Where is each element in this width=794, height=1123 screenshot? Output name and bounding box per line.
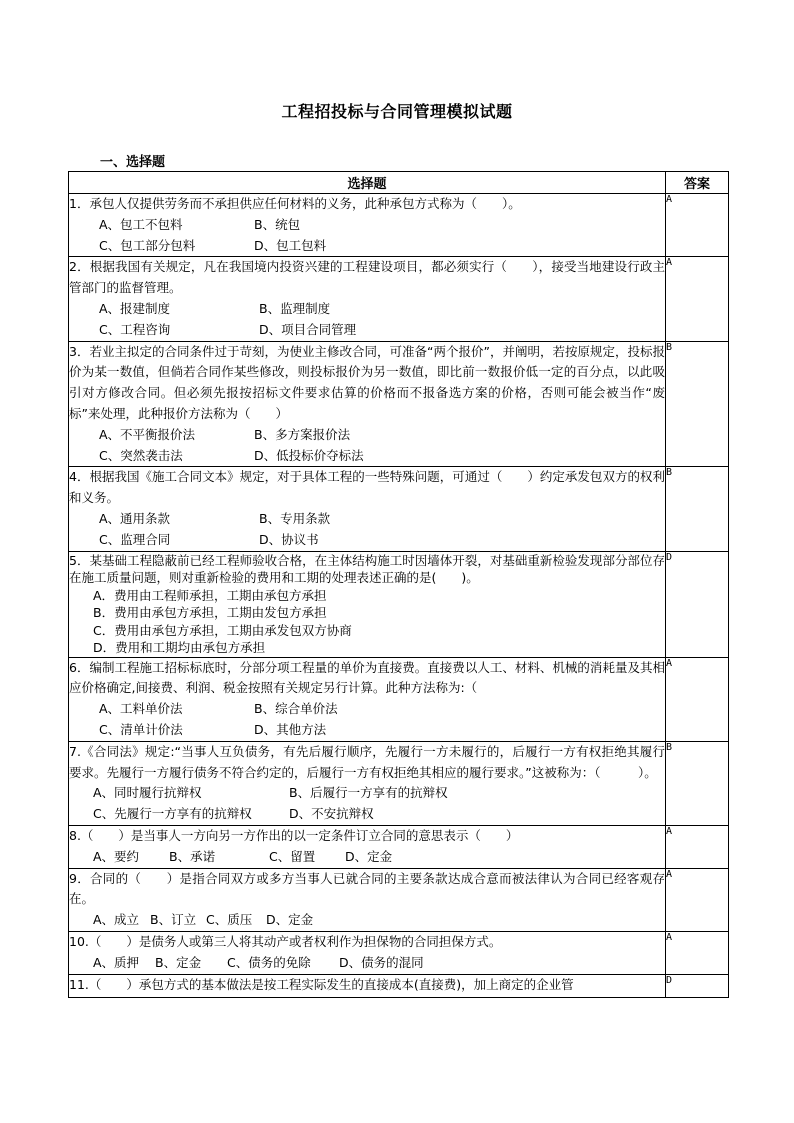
option: C、债务的免除	[227, 954, 311, 970]
answer-cell: A	[666, 825, 729, 868]
question-row	[69, 467, 729, 551]
option: D、协议书	[259, 531, 319, 547]
option: C、监理合同	[99, 531, 171, 547]
table-header-row	[69, 172, 729, 194]
question-cell	[69, 341, 666, 467]
answer-cell: A	[666, 931, 729, 974]
option: B、承诺	[169, 848, 216, 864]
option: C、质压	[206, 912, 253, 928]
answer-cell: A	[666, 257, 729, 341]
question-cell	[69, 467, 666, 551]
question-stem: 6．编制工程施工招标标底时，分部分项工程量的单价为直接费。直接费以人工、材料、机械的消耗量及其相应价格确定,间接费、利润、税金按照有关规定另行计算。此种方法称为:（	[69, 659, 665, 696]
question-cell	[69, 741, 666, 825]
question-row	[69, 194, 729, 257]
question-row	[69, 551, 729, 657]
question-cell	[69, 825, 666, 868]
header-answer: 答案	[666, 172, 729, 194]
option: A、成立	[93, 912, 140, 928]
question-row	[69, 974, 729, 997]
option: C．费用由承包方承担，工期由承发包双方协商	[93, 622, 352, 638]
option: A、工料单价法	[99, 701, 183, 717]
answer-cell: A	[666, 194, 729, 257]
header-question: 选择题	[69, 172, 666, 194]
option: A、质押	[93, 954, 140, 970]
question-stem: 4．根据我国《施工合同文本》规定，对于具体工程的一些特殊问题，可通过（ ）约定承发包双方的权利和义务。	[69, 469, 665, 506]
option: D、不安抗辩权	[289, 806, 374, 822]
option: A、报建制度	[99, 300, 171, 316]
option: A．费用由工程师承担，工期由承包方承担	[93, 587, 327, 603]
question-stem: 9．合同的（ ）是指合同双方或多方当事人已就合同的主要条款达成合意而被法律认为合同已经客观存在。	[69, 870, 665, 907]
option: C、留置	[269, 848, 316, 864]
option: D、定金	[345, 848, 393, 864]
question-row	[69, 341, 729, 467]
option: B、综合单价法	[254, 701, 338, 717]
option: A、包工不包料	[99, 216, 183, 232]
option: A、要约	[93, 848, 140, 864]
question-cell	[69, 974, 666, 997]
question-row	[69, 741, 729, 825]
option: D、其他方法	[254, 721, 327, 737]
option: D、定金	[266, 912, 314, 928]
question-stem: 2．根据我国有关规定，凡在我国境内投资兴建的工程建设项目，都必须实行（ ），接受当地建设行政主管部门的监督管理。	[69, 259, 665, 296]
question-row	[69, 825, 729, 868]
question-stem: 11.（ ）承包方式的基本做法是按工程实际发生的直接成本(直接费)，加上商定的企业管	[69, 976, 574, 992]
option: A、不平衡报价法	[99, 426, 196, 442]
option: C、包工部分包料	[99, 237, 196, 253]
question-stem: 5．某基础工程隐蔽前已经工程师验收合格，在主体结构施工时因墙体开裂，对基础重新检验发现部分部位存在施工质量问题，则对重新检验的费用和工期的处理表述正确的是( )。	[69, 552, 665, 586]
section-heading: 一、选择题	[100, 155, 166, 170]
question-stem: 8.（ ）是当事人一方向另一方作出的以一定条件订立合同的意思表示（ ）	[69, 827, 519, 843]
question-stem: 10.（ ）是债务人或第三人将其动产或者权利作为担保物的合同担保方式。	[69, 933, 502, 949]
option: C、突然袭击法	[99, 447, 183, 463]
option: B、定金	[155, 954, 202, 970]
option: C、先履行一方享有的抗辩权	[93, 806, 252, 822]
question-stem: 7.《合同法》规定:“当事人互负债务，有先后履行顺序，先履行一方未履行的，后履行一方有权拒绝其履行要求。先履行一方履行债务不符合约定的，后履行一方有权拒绝其相应的履行要求。”这被称为：（ ）。	[69, 743, 665, 780]
option: D、债务的混同	[339, 954, 424, 970]
option: D、低投标价夺标法	[254, 447, 364, 463]
question-row	[69, 257, 729, 341]
answer-cell: D	[666, 974, 729, 997]
question-cell	[69, 257, 666, 341]
option: B、后履行一方享有的抗辩权	[289, 785, 448, 801]
option: C、清单计价法	[99, 721, 183, 737]
option: D、项目合同管理	[259, 321, 357, 337]
option: B、订立	[150, 912, 197, 928]
option: C、工程咨询	[99, 321, 171, 337]
answer-cell: B	[666, 741, 729, 825]
question-row	[69, 868, 729, 931]
answer-cell: A	[666, 657, 729, 741]
option: A、通用条款	[99, 510, 171, 526]
answer-cell: A	[666, 868, 729, 931]
option: B．费用由承包方承担，工期由发包方承担	[93, 605, 327, 621]
option: B、监理制度	[259, 300, 331, 316]
option: B、专用条款	[259, 510, 331, 526]
question-cell	[69, 657, 666, 741]
question-stem: 3．若业主拟定的合同条件过于苛刻，为使业主修改合同，可准备“两个报价”，并阐明，若按原规定，投标报价为某一数值，但倘若合同作某些修改，则投标报价为另一数值，即比前一数报价低一定的百分点，以此吸引对方修改合同。但必须先报按招标文件要求估算的价格而不报备选方案的价格，否则可能会被当作“废标”来处理，此种报价方法称为（ ）	[69, 343, 665, 421]
option: A、同时履行抗辩权	[93, 785, 202, 801]
answer-cell: B	[666, 467, 729, 551]
option: D、包工包料	[254, 237, 327, 253]
answer-cell: D	[666, 551, 729, 657]
question-stem: 1．承包人仅提供劳务而不承担供应任何材料的义务，此种承包方式称为（ ）。	[69, 196, 521, 211]
question-row	[69, 657, 729, 741]
question-cell	[69, 194, 666, 257]
question-cell	[69, 931, 666, 974]
question-table	[68, 171, 729, 998]
option: B、统包	[254, 216, 301, 232]
option: D．费用和工期均由承包方承担	[93, 640, 266, 656]
question-row	[69, 931, 729, 974]
option: B、多方案报价法	[254, 426, 351, 442]
answer-cell: B	[666, 341, 729, 467]
page-title: 工程招投标与合同管理模拟试题	[281, 102, 513, 121]
question-cell	[69, 551, 666, 657]
question-cell	[69, 868, 666, 931]
